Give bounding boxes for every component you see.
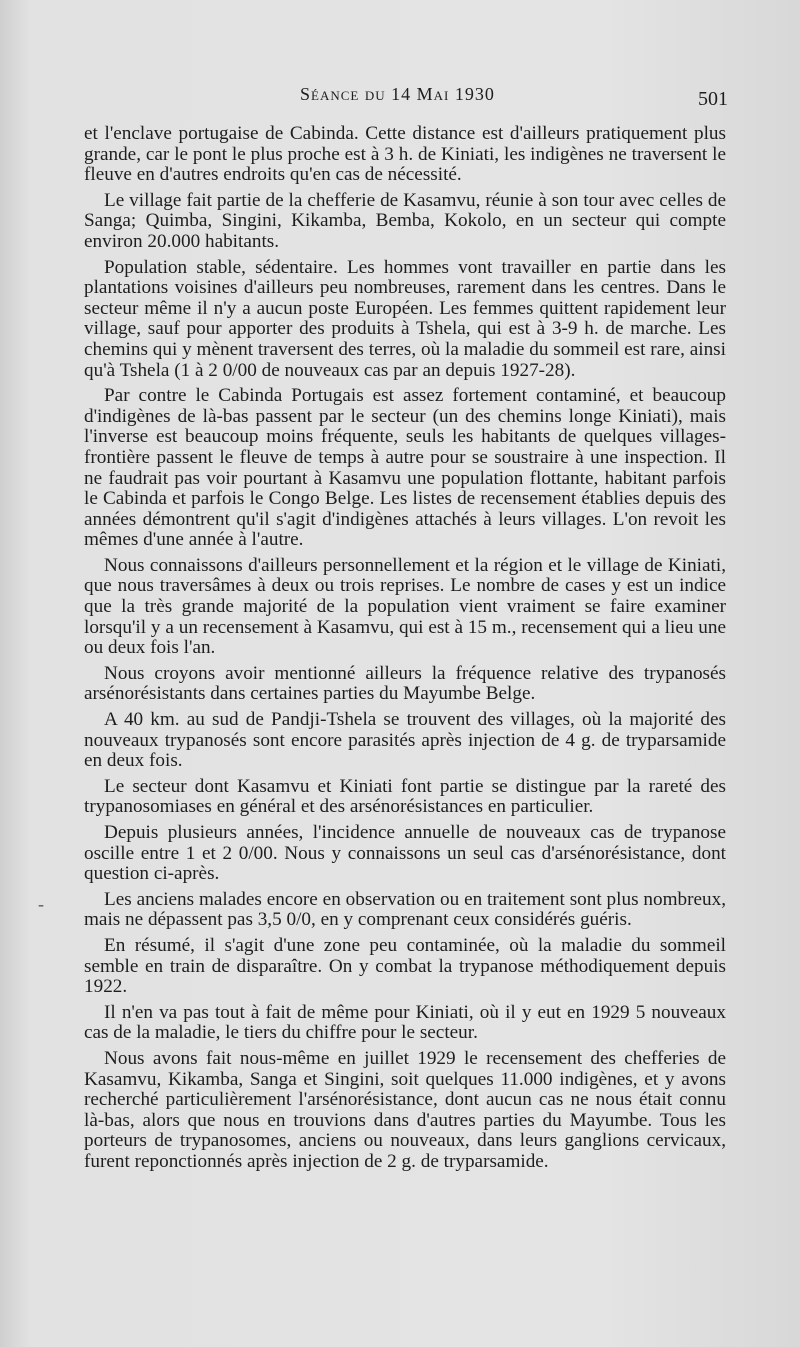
running-head: Séance du 14 Mai 1930 bbox=[300, 84, 495, 104]
paragraph: Population stable, sédentaire. Les hommes vont travailler en partie dans les plantations voisines d'ailleurs peu nombreuses, rarement dans les centres. Dans le secteur même il n'y a aucun poste Européen. Les femmes quittent rapidement leur village, sauf pour apporter des produits à Tshela, qui est à 3-9 h. de marche. Les chemins qui y mènent traversent des terres, où la maladie du sommeil est rare, ainsi qu'à Tshela (1 à 2 0/00 de nouveaux cas par an depuis 1927-28). bbox=[84, 256, 726, 381]
paragraph: En résumé, il s'agit d'une zone peu contaminée, où la maladie du sommeil semble en train de disparaître. On y combat la trypanose méthodiquement depuis 1922. bbox=[84, 934, 726, 998]
paragraph: Le village fait partie de la chefferie de Kasamvu, réunie à son tour avec celles de Sanga; Quimba, Singini, Kikamba, Bemba, Kokolo, en un secteur qui compte environ 20.000 habitants. bbox=[84, 189, 726, 252]
margin-dash: - bbox=[38, 894, 44, 914]
page-number: 501 bbox=[698, 88, 728, 110]
paragraph: et l'enclave portugaise de Cabinda. Cette distance est d'ailleurs pratiquement plus grande, car le pont le plus proche est à 3 h. de Kiniati, les indigènes ne traversent le fleuve en d'autres endroits qu'en cas de nécessité. bbox=[84, 123, 726, 186]
paragraph: Le secteur dont Kasamvu et Kiniati font partie se distingue par la rareté des trypanosomiases en général et des arsénorésistances en particulier. bbox=[84, 775, 726, 818]
paragraph: Nous avons fait nous-même en juillet 1929 le recensement des chefferies de Kasamvu, Kikamba, Sanga et Singini, soit quelques 11.000 indigènes, et y avons recherché particulièrement l'arsénorésistance, dont aucun cas ne nous était connu là-bas, alors que nous en trouvions dans d'autres parties du Mayumbe. Tous les porteurs de trypanosomes, anciens ou nouveaux, dans leurs ganglions cervicaux, furent reponctionnés après injection de 2 g. de tryparsamide. bbox=[84, 1047, 726, 1172]
paragraph: Il n'en va pas tout à fait de même pour Kiniati, où il y eut en 1929 5 nouveaux cas de la maladie, le tiers du chiffre pour le secteur. bbox=[84, 1001, 726, 1044]
paragraph: Par contre le Cabinda Portugais est assez fortement contaminé, et beaucoup d'indigènes de là-bas passent par le secteur (un des chemins longe Kiniati), mais l'inverse est beaucoup moins fréquente, seuls les habitants de quelques villages-frontière passent le fleuve de temps à autre pour se soustraire à une inspection. Il ne faudrait pas voir pourtant à Kasamvu une population flottante, habitant parfois le Cabinda et parfois le Congo Belge. Les listes de recensement établies depuis des années démontrent qu'il s'agit d'indigènes attachés à leurs villages. L'on revoit les mêmes d'une année à l'autre. bbox=[84, 385, 726, 551]
paragraph: Les anciens malades encore en observation ou en traitement sont plus nombreux, mais ne dépassent pas 3,5 0/0, en y comprenant ceux considérés guéris. bbox=[84, 888, 726, 931]
paragraph: Nous connaissons d'ailleurs personnellement et la région et le village de Kiniati, que nous traversâmes à deux ou trois reprises. Le nombre de cases y est un indice que la très grande majorité de la population vient vraiment se faire examiner lorsqu'il y a un recensement à Kasamvu, qui est à 15 m., recensement qui a lieu une ou deux fois l'an. bbox=[84, 554, 726, 659]
paragraph: A 40 km. au sud de Pandji-Tshela se trouvent des villages, où la majorité des nouveaux trypanosés sont encore parasités après injection de 4 g. de tryparsamide en deux fois. bbox=[84, 709, 726, 772]
page-header bbox=[0, 84, 800, 112]
body-text bbox=[84, 124, 726, 1178]
paragraph: Depuis plusieurs années, l'incidence annuelle de nouveaux cas de trypanose oscille entre 1 et 2 0/00. Nous y connaissons un seul cas d'arsénorésistance, dont question ci-après. bbox=[84, 822, 726, 885]
paragraph: Nous croyons avoir mentionné ailleurs la fréquence relative des trypanosés arsénorésistants dans certaines parties du Mayumbe Belge. bbox=[84, 662, 726, 705]
